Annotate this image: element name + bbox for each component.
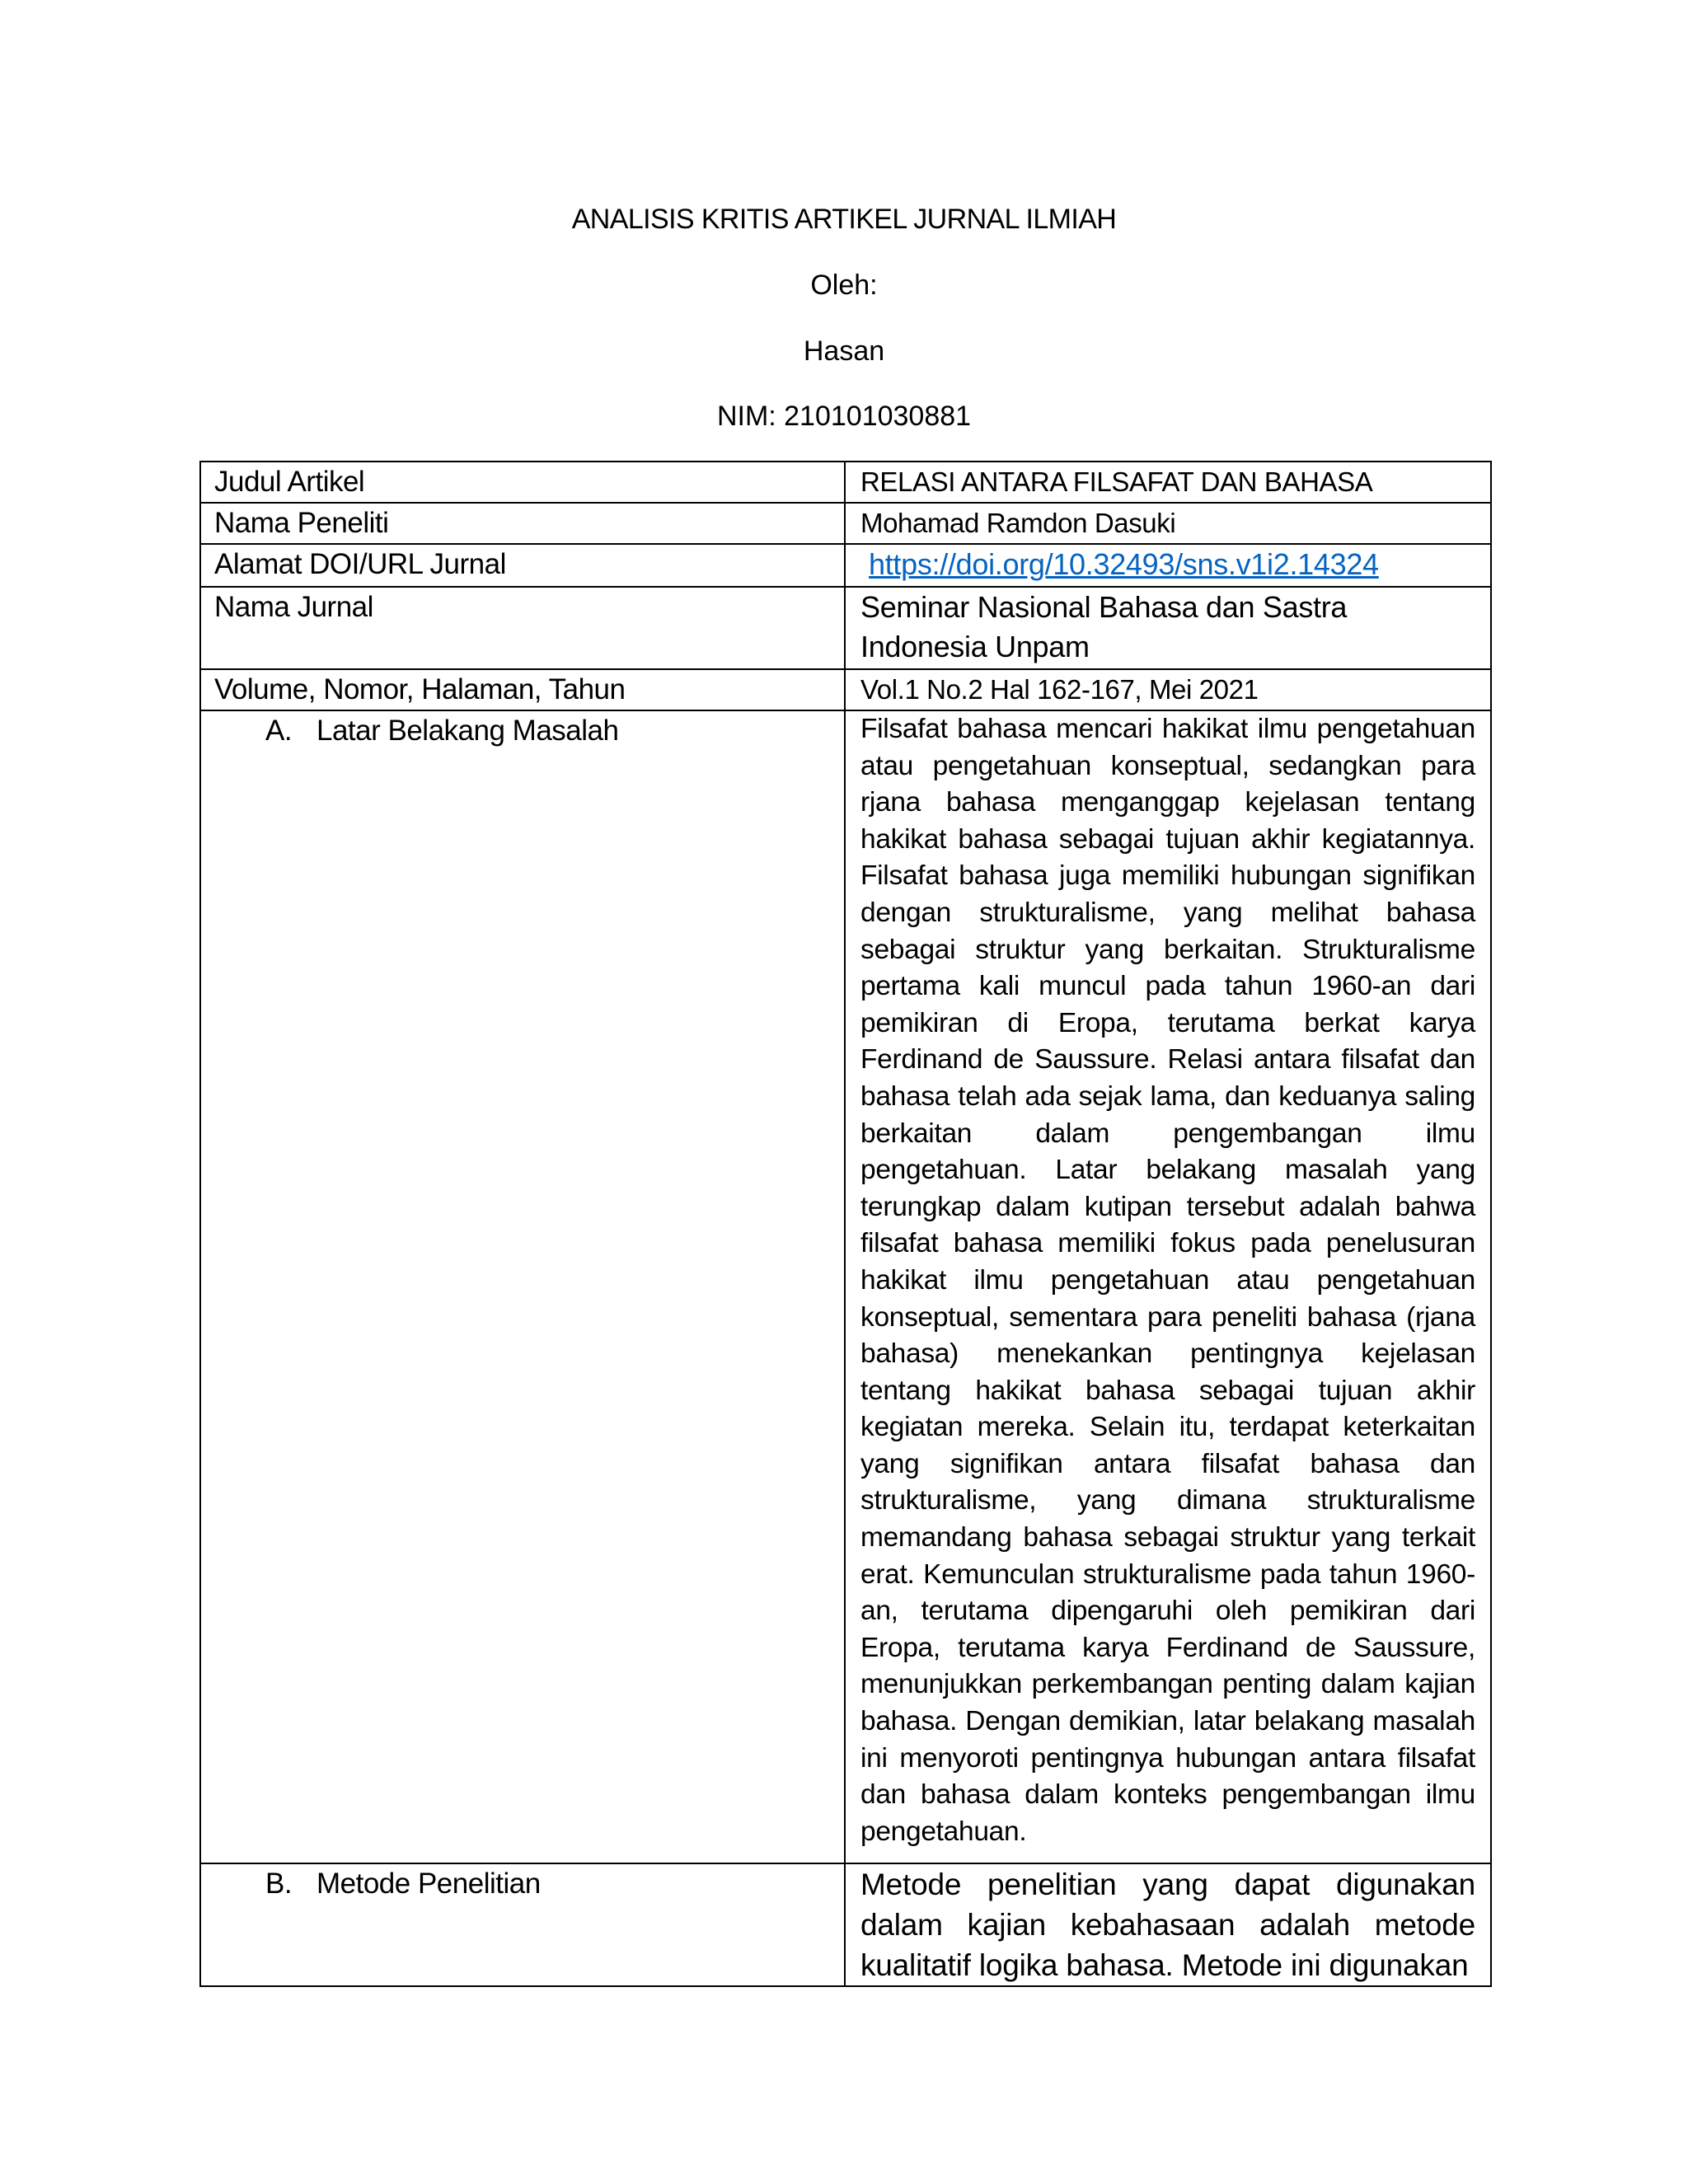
jurnal-value: Seminar Nasional Bahasa dan Sastra Indonesia Unpam	[845, 587, 1491, 669]
doi-label: Alamat DOI/URL Jurnal	[200, 544, 845, 587]
table-row	[200, 544, 1491, 587]
author-name: Hasan	[803, 335, 885, 367]
article-info-table	[199, 461, 1492, 1987]
metode-value: Metode penelitian yang dapat digunakan dalam kajian kebahasaan adalah metode kualitatif logika bahasa. Metode ini digunakan	[845, 1863, 1491, 1986]
judul-label: Judul Artikel	[200, 462, 845, 503]
table-row	[200, 1863, 1491, 1986]
student-id: NIM: 210101030881	[716, 401, 972, 432]
metode-label-cell	[200, 1863, 845, 1986]
latar-number: A.	[265, 715, 293, 747]
table-row	[200, 669, 1491, 710]
table-row	[200, 503, 1491, 544]
table-row	[200, 587, 1491, 669]
metode-number: B.	[265, 1868, 293, 1900]
volume-label: Volume, Nomor, Halaman, Tahun	[200, 669, 845, 710]
peneliti-value: Mohamad Ramdon Dasuki	[845, 503, 1491, 544]
latar-value: Filsafat bahasa mencari hakikat ilmu pengetahuan atau pengetahuan konseptual, sedangkan para rjana bahasa menganggap kejelasan tentang hakikat bahasa sebagai tujuan akhir kegiatannya. Filsafat bahasa juga memiliki hubungan signifikan dengan strukturalisme, yang melihat bahasa sebagai struktur yang berkaitan. Strukturalisme pertama kali muncul pada tahun 1960-an dari pemikiran di Eropa, terutama berkat karya Ferdinand de Saussure. Relasi antara filsafat dan bahasa telah ada sejak lama, dan keduanya saling berkaitan dalam pengembangan ilmu pengetahuan. Latar belakang masalah yang terungkap dalam kutipan tersebut adalah bahwa filsafat bahasa memiliki fokus pada penelusuran hakikat ilmu pengetahuan atau pengetahuan konseptual, sementara para peneliti bahasa (rjana bahasa) menekankan pentingnya kejelasan tentang hakikat bahasa sebagai tujuan akhir kegiatan mereka. Selain itu, terdapat keterkaitan yang signifikan antara filsafat bahasa dan strukturalisme, yang dimana strukturalisme memandang bahasa sebagai struktur yang terkait erat. Kemunculan strukturalisme pada tahun 1960-an, terutama dipengaruhi oleh pemikiran dari Eropa, terutama karya Ferdinand de Saussure, menunjukkan perkembangan penting dalam kajian bahasa. Dengan demikian, latar belakang masalah ini menyoroti pentingnya hubungan antara filsafat dan bahasa dalam konteks pengembangan ilmu pengetahuan.	[845, 710, 1491, 1863]
jurnal-label: Nama Jurnal	[200, 587, 845, 669]
doi-cell	[845, 544, 1491, 587]
latar-label-cell	[200, 710, 845, 1863]
peneliti-label: Nama Peneliti	[200, 503, 845, 544]
table-row	[200, 710, 1491, 1863]
volume-value: Vol.1 No.2 Hal 162-167, Mei 2021	[845, 669, 1491, 710]
by-label: Oleh:	[810, 269, 878, 301]
latar-label: Latar Belakang Masalah	[316, 715, 619, 747]
table-row	[200, 462, 1491, 503]
metode-label: Metode Penelitian	[316, 1868, 541, 1900]
document-title: ANALISIS KRITIS ARTIKEL JURNAL ILMIAH	[571, 204, 1117, 235]
judul-value: RELASI ANTARA FILSAFAT DAN BAHASA	[845, 462, 1491, 503]
doi-link[interactable]: https://doi.org/10.32493/sns.v1i2.14324	[869, 547, 1379, 581]
